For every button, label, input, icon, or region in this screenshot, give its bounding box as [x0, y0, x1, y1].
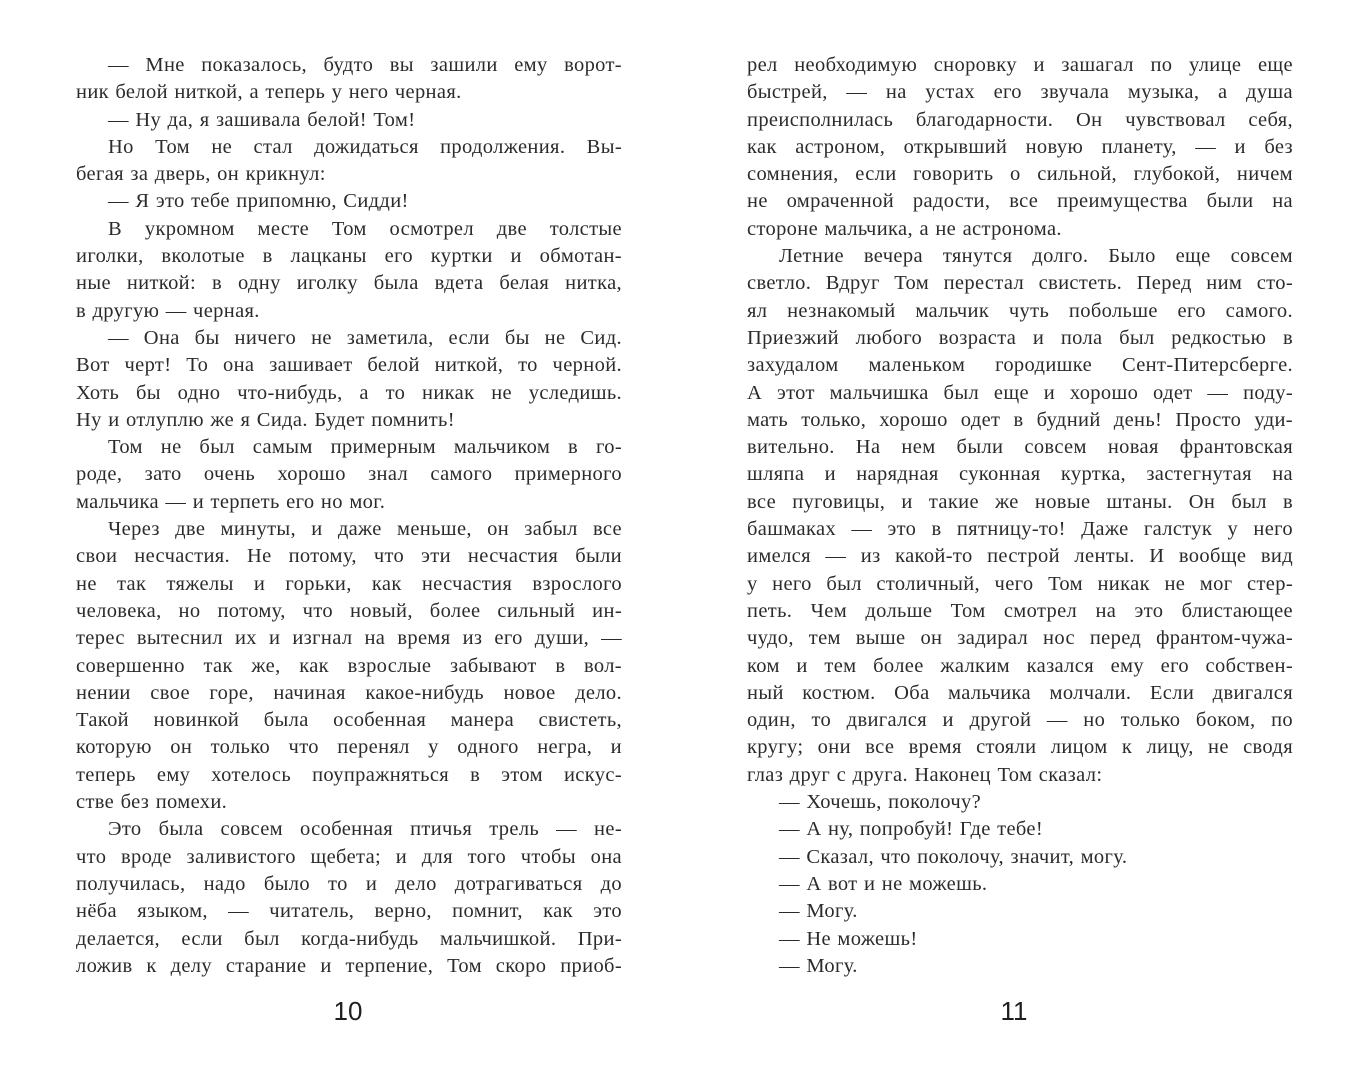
text-line: роде, зато очень хорошо знал самого примерного — [76, 463, 622, 486]
gutter — [682, 0, 683, 1080]
text-line: Это была совсем особенная птичья трель — не- — [108, 818, 622, 841]
text-line: — Она бы ничего не заметила, если бы не Сид. — [108, 326, 622, 349]
text-line: Ну и отлуплю же я Сида. Будет помнить! — [76, 408, 455, 431]
text-line: — Мне показалось, будто вы зашили ему ворот- — [108, 54, 622, 76]
text-line: — А вот и не можешь. — [779, 872, 988, 895]
text-line: вительно. На нем были совсем новая франтовская — [747, 436, 1293, 459]
text-line: получилась, надо было то и дело дотрагиваться до — [76, 872, 622, 895]
text-line: — Могу. — [779, 900, 858, 923]
text-line: делается, если был когда-нибудь мальчишкой. При- — [76, 927, 622, 950]
text-line: человека, но потому, что новый, более сильный ин- — [76, 599, 622, 622]
text-line: иголки, вколотые в лацканы его куртки и обмотан- — [76, 245, 622, 268]
text-line: — Хочешь, поколочу? — [779, 791, 982, 814]
text-line: что вроде заливистого щебета; и для того чтобы она — [76, 845, 622, 868]
text-line: рел необходимую сноровку и зашагал по улице еще — [747, 54, 1293, 76]
text-line: А этот мальчишка был еще и хорошо одет — поду- — [747, 381, 1293, 404]
right-page-text — [747, 52, 1293, 980]
text-line: Приезжий любого возраста и пола был редкостью в — [747, 326, 1293, 349]
text-line: ложив к делу старание и терпение, Том скоро приоб- — [76, 954, 622, 977]
text-line: у него был столичный, чего Том никак не мог стер- — [747, 572, 1293, 595]
text-line: свои несчастия. Не потому, что эти несчастия были — [76, 545, 622, 568]
text-line: ные ниткой: в одну иголку была вдета белая нитка, — [76, 272, 622, 295]
text-line: нении свое горе, начиная какое-нибудь новое дело. — [76, 681, 622, 704]
text-line: башмаках — это в пятницу-то! Даже галстук у него — [747, 518, 1293, 541]
text-line: кругу; они все время стояли лицом к лицу, не сводя — [747, 736, 1293, 759]
text-line: Том не был самым примерным мальчиком в го- — [108, 436, 622, 459]
text-line: светло. Вдруг Том перестал свистеть. Перед ним сто- — [747, 272, 1293, 295]
text-line: терес вытеснил их и изгнал на время из его души, — — [76, 627, 622, 650]
text-line: мать только, хорошо одет в будний день! Просто уди- — [747, 408, 1293, 431]
text-line: чудо, тем выше он задирал нос перед франтом-чужа- — [747, 627, 1293, 650]
text-line: бегая за дверь, он крикнул: — [76, 163, 326, 186]
text-line: ный костюм. Оба мальчика молчали. Если двигался — [747, 681, 1293, 704]
text-line: — Ну да, я зашивала белой! Том! — [108, 108, 416, 131]
text-line: шляпа и нарядная суконная куртка, застегнутая на — [747, 463, 1293, 486]
text-line: стве без помехи. — [76, 791, 228, 814]
text-line: не омраченной радости, все преимущества были на — [747, 190, 1293, 213]
text-line: — Я это тебе припомню, Сидди! — [108, 190, 409, 213]
text-line: ник белой ниткой, а теперь у него черная. — [76, 81, 462, 104]
text-line: — А ну, попробуй! Где тебе! — [779, 818, 1044, 841]
text-line: — Сказал, что поколочу, значит, могу. — [779, 845, 1128, 868]
page-number-left: 10 — [333, 996, 363, 1026]
text-line: нёба языком, — читатель, верно, помнит, как это — [76, 900, 622, 923]
text-line: имелся — из какой-то пестрой ленты. И вообще вид — [747, 545, 1293, 568]
page-number-right: 11 — [1000, 996, 1028, 1026]
text-line: Такой новинкой была особенная манера свистеть, — [76, 709, 622, 732]
text-line: захудалом маленьком городишке Сент-Питерсберге. — [747, 354, 1293, 377]
text-line: Хоть бы одно что-нибудь, а то никак не уследишь. — [76, 381, 622, 404]
text-line: все пуговицы, и такие же новые штаны. Он был в — [747, 490, 1293, 513]
text-line: ком и тем более жалким казался ему его собствен- — [747, 654, 1293, 677]
text-line: ял незнакомый мальчик чуть побольше его самого. — [747, 299, 1293, 322]
text-line: Через две минуты, и даже меньше, он забыл все — [108, 518, 622, 541]
text-line: сомнения, если говорить о сильной, глубокой, ничем — [747, 163, 1293, 186]
text-line: теперь ему хотелось поупражняться в этом искус- — [76, 763, 622, 786]
text-line: Летние вечера тянутся долго. Было еще совсем — [779, 245, 1293, 268]
text-line: в другую — черная. — [76, 299, 260, 322]
text-line: один, то двигался и другой — но только боком, по — [747, 709, 1293, 732]
text-line: Но Том не стал дожидаться продолжения. Вы- — [108, 135, 622, 158]
text-line: не так тяжелы и горьки, как несчастия взрослого — [76, 572, 622, 595]
text-line: стороне мальчика, а не астронома. — [747, 217, 1062, 240]
text-line: которую он только что перенял у одного негра, и — [76, 736, 622, 759]
text-line: — Не можешь! — [779, 927, 918, 950]
text-line: петь. Чем дольше Том смотрел на это блистающее — [747, 599, 1293, 622]
text-line: быстрей, — на устах его звучала музыка, а душа — [747, 81, 1293, 104]
text-line: Вот черт! То она зашивает белой ниткой, то черной. — [76, 354, 622, 377]
text-line: глаз друг с друга. Наконец Том сказал: — [747, 763, 1103, 786]
text-line: как астроном, открывший новую планету, — и без — [747, 135, 1293, 158]
text-line: — Могу. — [779, 954, 858, 977]
left-page-text — [76, 52, 622, 980]
text-line: преисполнилась благодарности. Он чувствовал себя, — [747, 108, 1293, 131]
text-line: В укромном месте Том осмотрел две толстые — [108, 217, 622, 240]
text-line: совершенно так же, как взрослые забывают в вол- — [76, 654, 622, 677]
text-line: мальчика — и терпеть его но мог. — [76, 490, 386, 513]
